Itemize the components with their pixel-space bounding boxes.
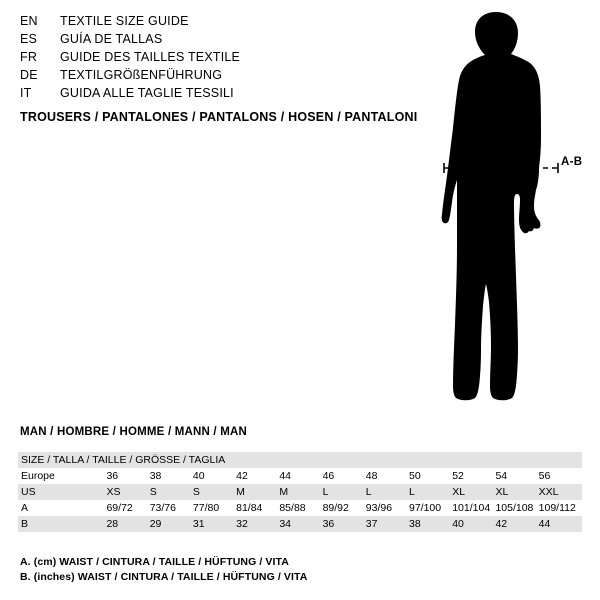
table-cell: 36 <box>106 470 119 482</box>
table-cell: 32 <box>236 518 248 530</box>
language-text: GUIDE DES TAILLES TEXTILE <box>60 50 241 64</box>
table-cell: XL <box>495 486 509 498</box>
table-cell: 46 <box>322 470 335 482</box>
table-cell: 109/112 <box>538 502 576 514</box>
row-label: US <box>21 486 36 498</box>
table-cell: 101/104 <box>452 502 491 514</box>
size-table <box>18 452 582 532</box>
table-cell: 73/76 <box>149 502 176 514</box>
table-cell: L <box>409 486 415 498</box>
table-cell: 56 <box>538 470 551 482</box>
language-text: GUÍA DE TALLAS <box>60 32 163 46</box>
figure-illustration <box>400 8 600 408</box>
table-cell: XXL <box>538 486 559 498</box>
language-code: DE <box>20 68 38 82</box>
table-cell: 44 <box>538 518 551 530</box>
table-row <box>18 468 582 484</box>
table-cell: 89/92 <box>322 502 349 514</box>
footnote-a: A. (cm) WAIST / CINTURA / TAILLE / HÜFTUNG / VITA <box>20 556 289 568</box>
measurement-line-a-b <box>400 8 600 408</box>
table-cell: 81/84 <box>236 502 263 514</box>
table-cell: 42 <box>495 518 508 530</box>
table-cell: 85/88 <box>279 502 306 514</box>
table-cell: 50 <box>409 470 421 482</box>
table-cell: 52 <box>452 470 464 482</box>
table-cell: XS <box>106 486 121 498</box>
table-cell: M <box>279 486 289 498</box>
table-cell: 44 <box>279 470 292 482</box>
language-row <box>20 14 350 32</box>
language-row <box>20 32 350 50</box>
table-cell: 38 <box>149 470 162 482</box>
table-cell: L <box>365 486 372 498</box>
language-row <box>20 68 350 86</box>
table-row-header-label: SIZE / TALLA / TAILLE / GRÖSSE / TAGLIA <box>21 454 226 466</box>
table-row <box>18 516 582 532</box>
language-row <box>20 86 350 104</box>
table-cell: 42 <box>236 470 248 482</box>
garment-type-title: TROUSERS / PANTALONES / PANTALONS / HOSEN / PANTALONI <box>20 110 418 124</box>
footnotes-block <box>20 556 307 586</box>
language-header-block <box>20 14 350 104</box>
language-text: TEXTILGRÖßENFÜHRUNG <box>60 68 223 82</box>
table-cell: 36 <box>322 518 335 530</box>
table-cell: 40 <box>452 518 464 530</box>
language-row <box>20 50 350 68</box>
table-cell: 69/72 <box>106 502 133 514</box>
table-cell: XL <box>452 486 466 498</box>
language-code: IT <box>20 86 32 100</box>
table-cell: 29 <box>149 518 162 530</box>
language-text: TEXTILE SIZE GUIDE <box>60 14 189 28</box>
table-cell: 97/100 <box>409 502 442 514</box>
table-row <box>18 500 582 516</box>
row-label: A <box>21 502 29 514</box>
table-cell: S <box>149 486 157 498</box>
table-cell: 40 <box>192 470 205 482</box>
table-cell: 37 <box>365 518 378 530</box>
language-text: GUIDA ALLE TAGLIE TESSILI <box>60 86 234 100</box>
table-row <box>18 484 582 500</box>
table-cell: 28 <box>106 518 119 530</box>
table-cell: 34 <box>279 518 292 530</box>
table-cell: 77/80 <box>192 502 220 514</box>
language-code: FR <box>20 50 38 64</box>
table-cell: L <box>322 486 329 498</box>
language-code: ES <box>20 32 38 46</box>
table-cell: 54 <box>495 470 508 482</box>
row-label: B <box>21 518 29 530</box>
table-cell: 105/108 <box>495 502 534 514</box>
table-cell: 38 <box>409 518 421 530</box>
language-code: EN <box>20 14 38 28</box>
table-cell: 48 <box>365 470 378 482</box>
table-cell: M <box>236 486 245 498</box>
row-label: Europe <box>21 470 55 482</box>
measurement-label-a-b: A-B <box>561 156 583 168</box>
footnote-b: B. (inches) WAIST / CINTURA / TAILLE / HÜFTUNG / VITA <box>20 571 308 583</box>
table-row-header <box>18 452 582 468</box>
section-title-man: MAN / HOMBRE / HOMME / MANN / MAN <box>20 426 248 438</box>
table-cell: 31 <box>192 518 205 530</box>
table-cell: 93/96 <box>365 502 393 514</box>
table-cell: S <box>192 486 200 498</box>
